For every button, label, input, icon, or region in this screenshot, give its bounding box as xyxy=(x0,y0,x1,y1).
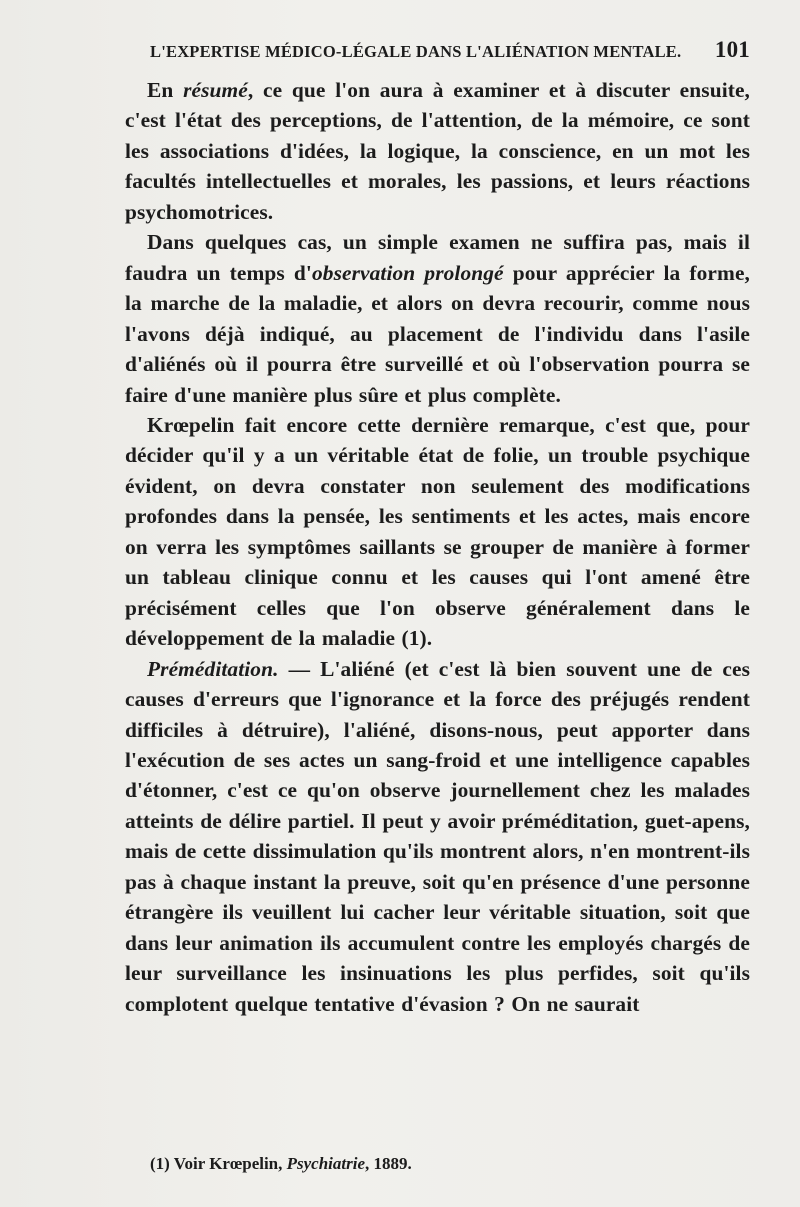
text-run: — L'aliéné (et c'est là bien souvent une de ces causes d'erreurs que l'ignorance et la force des préjugés rendent difficiles à détruire), l'aliéné, disons-nous, peut apporter dans l'exécution de ses actes un sang-froid et une intelligence capables d'étonner, c'est ce qu'on observe journellement chez les malades atteints de délire partiel. Il peut y avoir préméditation, guet-apens, mais de cette dissimulation qu'ils montrent alors, n'en montrent-ils pas à chaque instant la preuve, soit qu'en présence d'une personne étrangère ils veuillent lui cacher leur véritable situation, soit que dans leur animation ils accumulent contre les employés chargés de leur surveillance les insinuations les plus perfides, soit qu'ils complotent quelque tentative d'évasion ? On ne saurait xyxy=(125,656,750,1016)
footnote-text: (1) Voir Krœpelin, xyxy=(150,1154,287,1173)
section-heading-inline: Préméditation. xyxy=(147,656,279,681)
body-text xyxy=(125,75,750,1019)
text-run: Dans quelques cas, un simple examen ne suffira pas, mais il faudra un temps d' xyxy=(125,230,750,285)
paragraph-premeditation xyxy=(125,654,750,1019)
page-number: 101 xyxy=(714,37,750,62)
paragraph-resume xyxy=(125,75,750,227)
emphasis: résumé xyxy=(183,78,248,102)
text-run: pour apprécier la forme, la marche de la maladie, et alors on devra recourir, comme nous l'avons déjà indiqué, au placement de l'individu dans l'asile d'aliénés où il pourra être surveillé et où l'observation pourra se faire d'une manière plus sûre et plus complète. xyxy=(125,260,750,407)
running-title: L'EXPERTISE MÉDICO-LÉGALE DANS L'ALIÉNATION MENTALE. xyxy=(150,42,682,61)
paragraph-observation xyxy=(125,227,750,410)
text-run: En xyxy=(147,78,184,102)
footnote-title: Psychiatrie xyxy=(286,1154,366,1173)
text-run: , ce que l'on aura à examiner et à discuter ensuite, c'est l'état des perceptions, de l'attention, de la mémoire, ce sont les associations d'idées, la logique, la conscience, en un mot les facultés intellectuelles et morales, les passions, et leurs réactions psychomotrices. xyxy=(125,78,750,224)
footnote xyxy=(150,1150,750,1178)
running-header xyxy=(150,36,750,68)
paragraph-kraepelin: Krœpelin fait encore cette dernière remarque, c'est que, pour décider qu'il y a un véritable état de folie, un trouble psychique évident, on devra constater non seulement des modifications profondes dans la pensée, les sentiments et les actes, mais encore on verra les symptômes saillants se grouper de manière à former un tableau clinique connu et les causes qui l'ont amené être précisément celles que l'on observe généralement dans le développement de la maladie (1). xyxy=(125,412,750,651)
footnote-text: , 1889. xyxy=(365,1154,412,1173)
emphasis: observation prolongé xyxy=(311,260,504,285)
